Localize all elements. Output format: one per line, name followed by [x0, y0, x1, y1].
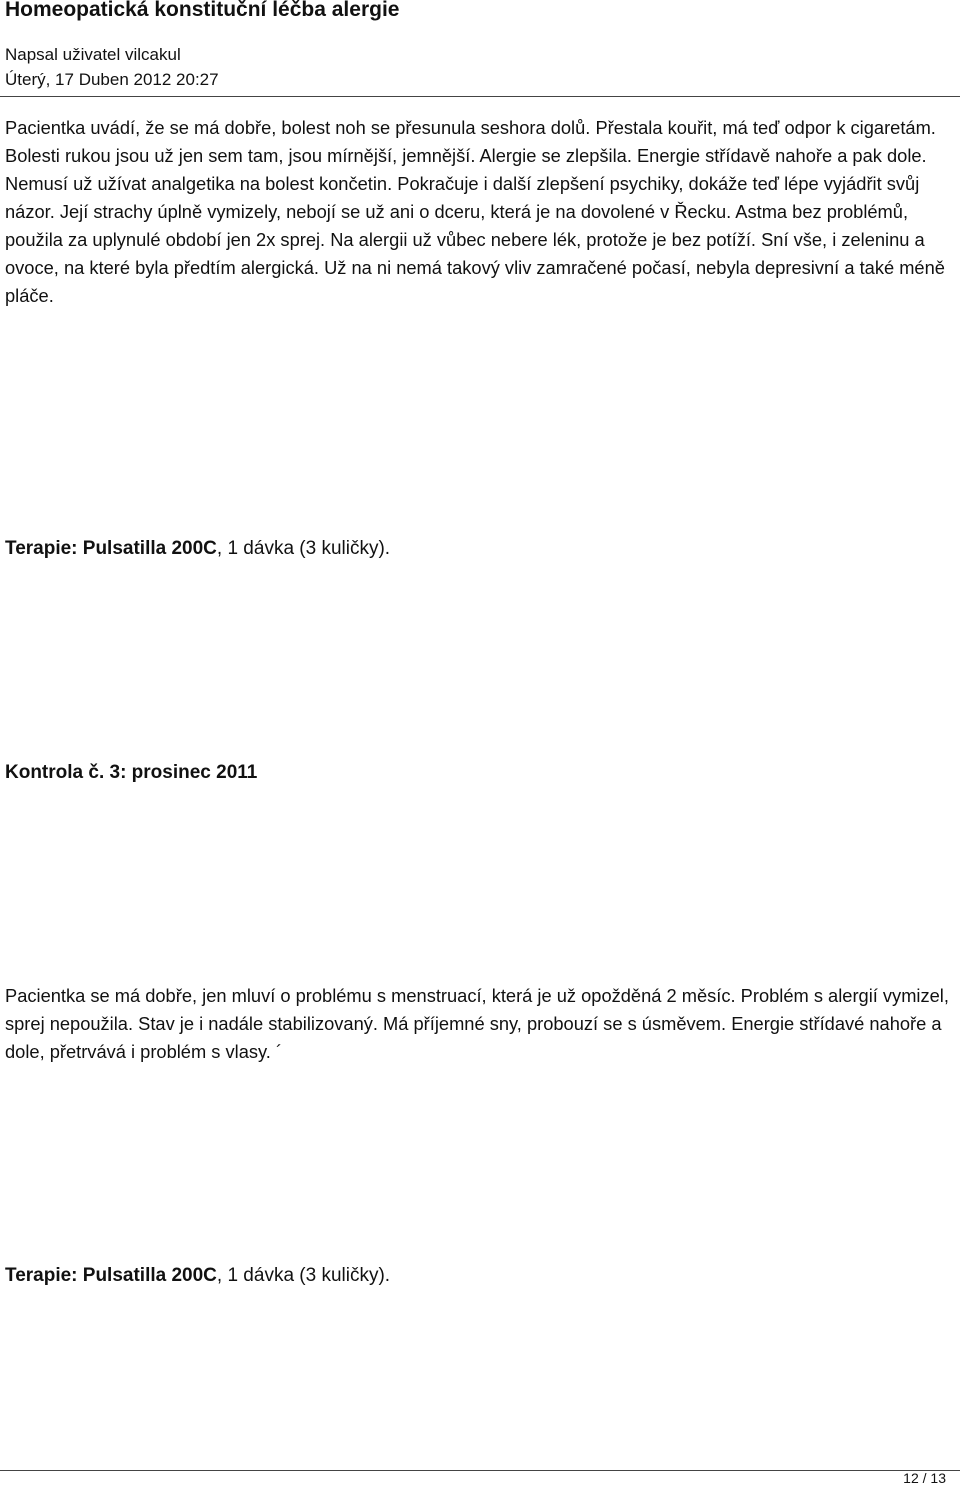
author-line: Napsal uživatel vilcakul: [5, 45, 181, 64]
therapy-line-1: [5, 536, 390, 562]
therapy-line-2: [5, 1263, 390, 1289]
kontrola-heading: Kontrola č. 3: prosinec 2011: [5, 762, 258, 783]
body-paragraph-1: Pacientka uvádí, že se má dobře, bolest noh se přesunula seshora dolů. Přestala kouřit, má teď odpor k cigaretám. Bolesti rukou jsou už jen sem tam, jsou mírnější, jemnější. Alergie se zlepšila. Energie střídavě nahoře a pak dole. Nemusí už užívat analgetika na bolest končetin. Pokračuje i další zlepšení psychiky, dokáže teď lépe vyjádřit svůj názor. Její strachy úplně vymizely, nebojí se už ani o dceru, která je na dovolené v Řecku. Astma bez problémů, použila za uplynulé období jen 2x sprej. Na alergii už vůbec nebere lék, protože je bez potíží. Sní vše, i zeleninu a ovoce, na které byla předtím alergická. Už na ni nemá takový vliv zamračené počasí, nebyla depresivní a také méně pláče.: [5, 117, 945, 306]
therapy-label-1: Terapie: Pulsatilla 200C: [5, 538, 217, 559]
header-divider: [0, 96, 960, 97]
body-paragraph-2: Pacientka se má dobře, jen mluví o problému s menstruací, která je už opožděná 2 měsíc. Problém s alergií vymizel, sprej nepoužila. Stav je i nadále stabilizovaný. Má příjemné sny, probouzí se s úsměvem. Energie střídavé nahoře a dole, přetrvává i problém s vlasy. ´: [5, 985, 949, 1062]
therapy-detail-2: , 1 dávka (3 kuličky).: [216, 1265, 391, 1286]
therapy-detail-1: , 1 dávka (3 kuličky).: [216, 538, 391, 559]
therapy-label-2: Terapie: Pulsatilla 200C: [5, 1265, 217, 1286]
article-title: Homeopatická konstituční léčba alergie: [5, 0, 400, 21]
footer-divider: [0, 1470, 960, 1471]
page-number: 12 / 13: [903, 1470, 946, 1486]
publish-date: Úterý, 17 Duben 2012 20:27: [5, 70, 219, 89]
